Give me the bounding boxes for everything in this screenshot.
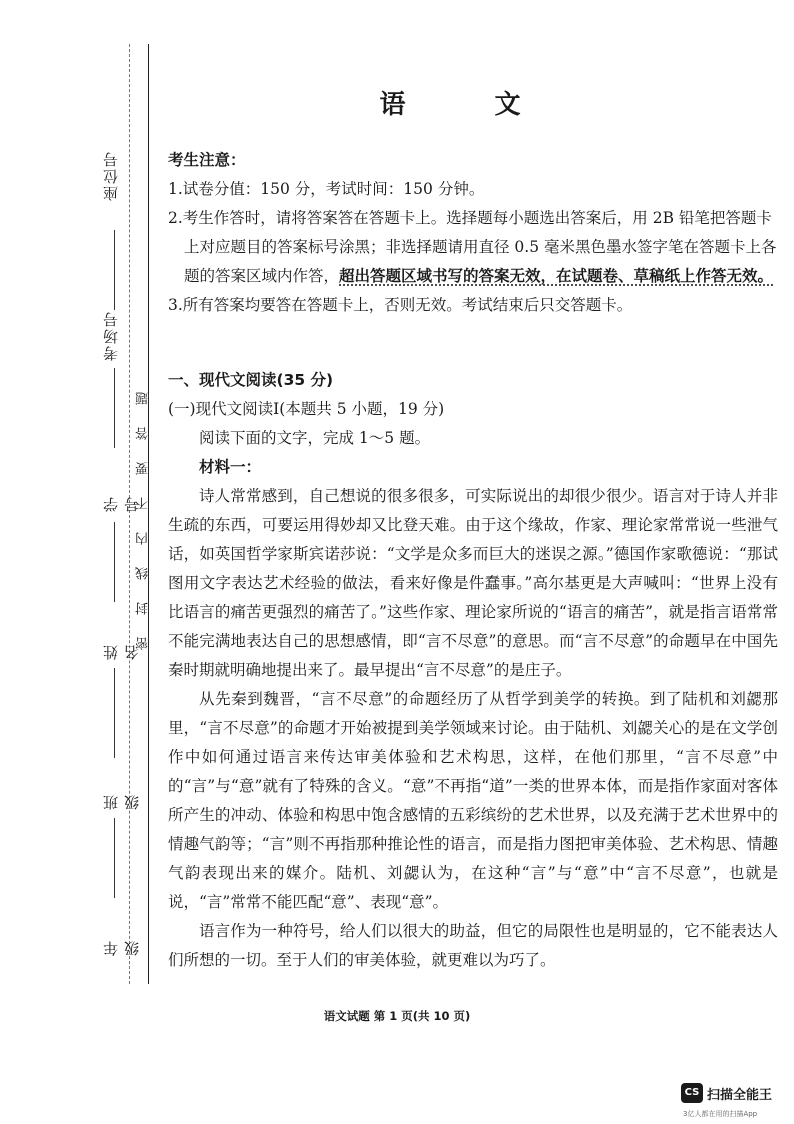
student-id-field — [96, 462, 141, 512]
scanner-tagline: 3亿人都在用的扫描App — [683, 1110, 758, 1118]
seal-notice: 密封线内不要答题 — [136, 370, 151, 650]
exam-room-underline — [96, 368, 132, 448]
class-underline — [96, 818, 132, 898]
subsection-heading: (一)现代文阅读Ⅰ(本题共 5 小题，19 分) — [168, 400, 445, 418]
scanner-watermark — [681, 1081, 791, 1121]
paragraph-3: 语言作为一种符号，给人们以很大的助益，但它的局限性也是明显的，它不能表达人们所想的一切。至于人们的审美体验，就更难以为巧了。 — [168, 922, 778, 969]
class-field — [96, 760, 141, 810]
notes-item-2 — [168, 204, 778, 291]
reading-instruction: 阅读下面的文字，完成 1～5 题。 — [199, 429, 431, 447]
student-id-label: 学号 — [102, 483, 141, 512]
student-id-underline — [96, 522, 132, 602]
section-heading: 一、现代文阅读(35 分) — [168, 371, 334, 389]
material-label: 材料一： — [199, 458, 262, 476]
notes-item-2-text: 2.考生作答时，请将答案答在答题卡上。选择题每小题选出答案后，用 2B 铅笔把答题卡上对应题目的答案标号涂黑；非选择题请用直径 0.5 毫米黑色墨水签字笔在答题卡上各题的答案区域内作答， — [168, 209, 777, 285]
notes-item-1: 1.试卷分值：150 分，考试时间：150 分钟。 — [168, 180, 485, 198]
candidate-notes — [168, 146, 778, 320]
seat-number-field — [96, 150, 132, 220]
exam-room-label: 考场号 — [102, 310, 120, 361]
notes-heading: 考生注意： — [168, 151, 246, 169]
reading-section — [168, 366, 778, 975]
grade-field — [96, 906, 141, 956]
scanner-name: 扫描全能王 — [707, 1088, 773, 1103]
exam-room-field — [96, 310, 132, 362]
seat-number-label: 座位号 — [102, 150, 120, 201]
scanner-logo-icon: CS — [681, 1083, 703, 1103]
name-field — [96, 610, 141, 660]
page-title: 语 文 — [379, 90, 561, 120]
paragraph-2: 从先秦到魏晋，“言不尽意”的命题经历了从哲学到美学的转换。到了陆机和刘勰那里，“言不尽意”的命题才开始被提到美学领域来讨论。由于陆机、刘勰关心的是在文学创作中如何通过语言来传达审美体验和艺术构思，这样，在他们那里，“言不尽意”中的“言”与“意”就有了特殊的含义。“意”不再指“道”一类的世界本体，而是指作家面对客体所产生的冲动、体验和构思中饱含感情的五彩缤纷的艺术世界，以及充满于艺术世界中的情趣气韵等；“言”则不再指那种推论性的语言，而是指力图把审美体验、艺术构思、情趣气韵表现出来的媒介。陆机、刘勰认为，在这种“言”与“意”中“言不尽意”，也就是说，“言”常常不能匹配“意”、表现“意”。 — [168, 690, 779, 911]
notes-item-2-emphasis: 超出答题区域书写的答案无效，在试题卷、草稿纸上作答无效。 — [339, 267, 774, 285]
name-underline — [96, 668, 132, 758]
class-label: 班级 — [102, 781, 141, 810]
name-label: 姓名 — [102, 631, 141, 660]
paragraph-1: 诗人常常感到，自己想说的很多很多，可实际说出的却很少很少。语言对于诗人并非生疏的东西，可要运用得妙却又比登天难。由于这个缘故，作家、理论家常常说一些泄气话，如英国哲学家斯宾诺莎说：“文学是众多而巨大的迷误之源。”德国作家歌德说：“那试图用文字表达艺术经验的做法，看来好像是件蠢事。”高尔基更是大声喊叫：“世界上没有比语言的痛苦更强烈的痛苦了。”这些作家、理论家所说的“语言的痛苦”，就是指言语常常不能完满地表达自己的思想感情，即“言不尽意”的意思。而“言不尽意”的命题早在中国先秦时期就明确地提出来了。最早提出“言不尽意”的是庄子。 — [168, 487, 778, 679]
grade-label: 年级 — [102, 927, 141, 956]
page-footer: 语文试题 第 1 页(共 10 页) — [323, 1009, 471, 1023]
notes-item-3: 3.所有答案均要答在答题卡上，否则无效。考试结束后只交答题卡。 — [168, 296, 633, 314]
seat-number-underline — [96, 230, 132, 310]
